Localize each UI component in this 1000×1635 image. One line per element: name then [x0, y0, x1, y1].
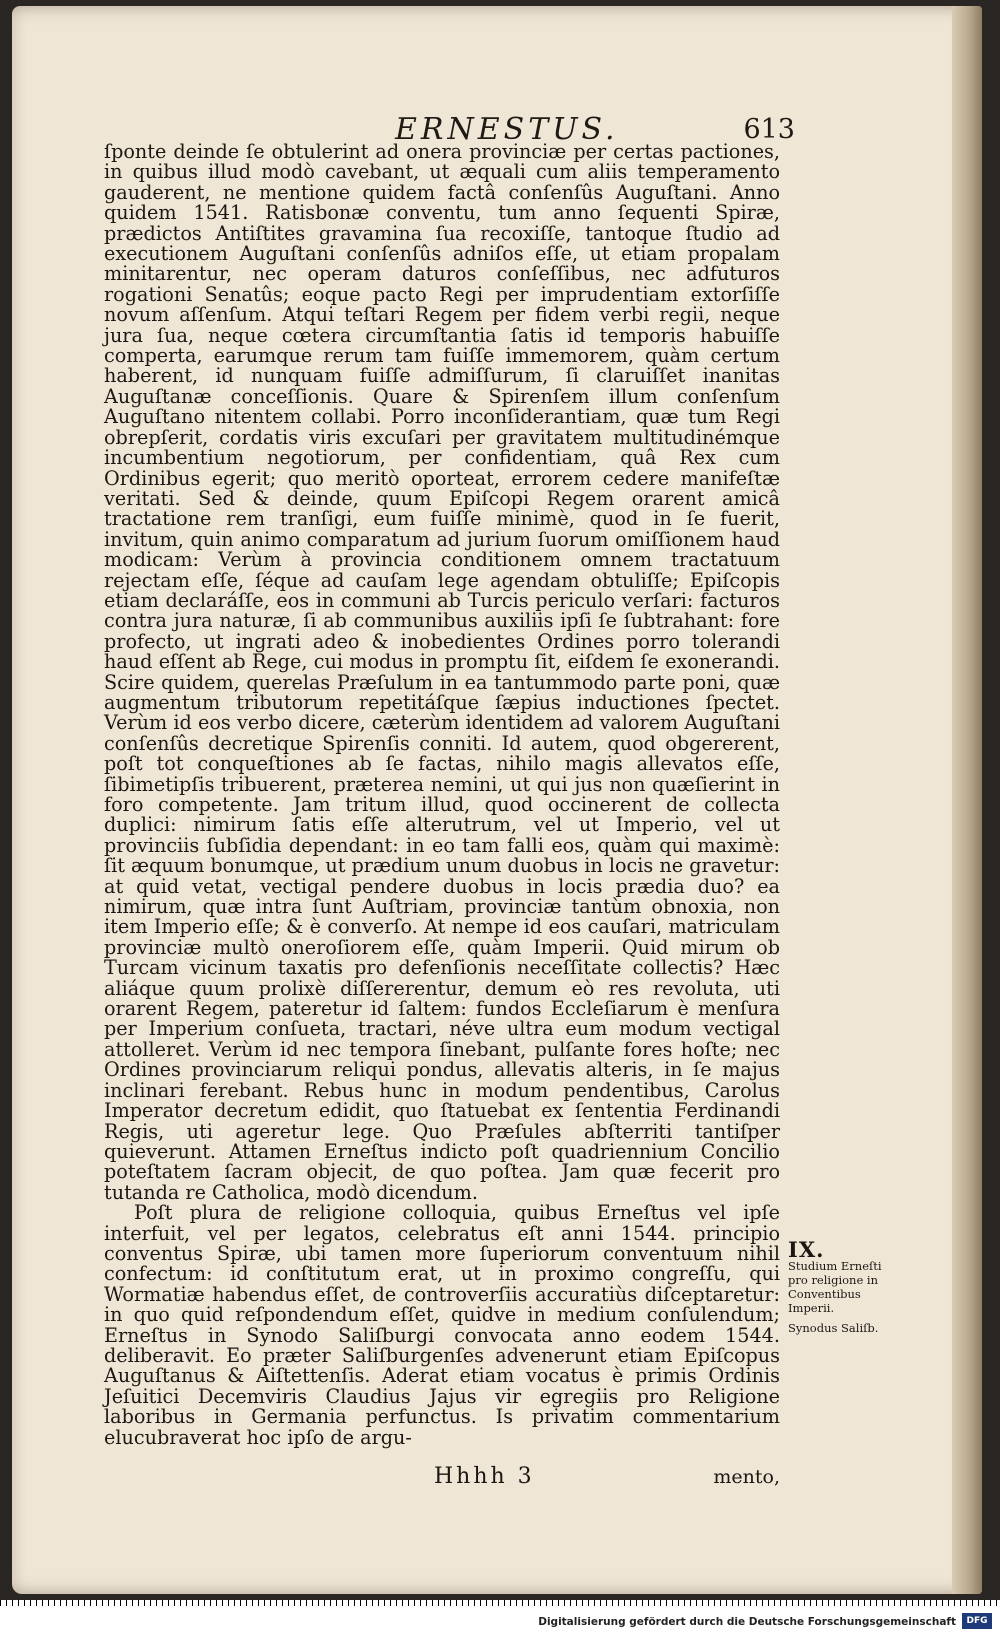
margin-note-studium: Studium Erneſti pro religione in Conventibus Imperii.	[788, 1259, 882, 1315]
section-number: IX.	[788, 1237, 825, 1262]
dfg-logo: DFG	[962, 1613, 992, 1629]
digitization-credit: Digitalisierung gefördert durch die Deutsche Forschungsgemeinschaft	[538, 1616, 956, 1628]
body-text	[104, 142, 780, 1448]
page-edge	[952, 6, 982, 1594]
scan-ruler	[0, 1600, 1000, 1606]
page-number: 613	[743, 114, 795, 145]
running-title: ERNESTUS.	[395, 112, 619, 147]
margin-note-synodus: Synodus Saliſb.	[788, 1321, 879, 1335]
digitization-bar	[0, 1608, 1000, 1635]
page-footer	[104, 1464, 780, 1494]
signature-mark: Hhhh 3	[434, 1464, 535, 1489]
paragraph-1: ſponte deinde ſe obtulerint ad onera provinciæ per certas pactiones, in quibus illud modò cavebant, ut æquali cum aliis temperamento gauderent, ne mentione quidem factâ conſenſûs Auguſtani. Anno quidem 1541. Ratisbonæ conventu, tum anno ſequenti Spiræ, prædictos Antiſtites gravamina ſua recoxiſſe, tantoque ſtudio ad executionem Auguſtani conſenſûs adniſos eſſe, ut etiam propalam minitarentur, nec operam daturos conſeſſibus, nec adfuturos rogationi Senatûs; eoque pacto Regi per imprudentiam extorſiſſe novum aſſenſum. Atqui teſtari Regem per fidem verbi regii, neque jura ſua, neque cœtera circumſtantia ſatis id temporis habuiſſe comperta, earumque rerum tam fuiſſe immemorem, quàm certum haberent, id nunquam fuiſſe admiſſurum, ſi claruiſſet inanitas Auguſtanæ conceſſionis. Quare & Spirenſem illum conſenſum Auguſtano nitentem collabi. Porro inconſiderantiam, quæ tum Regi obrepſerit, cordatis viris excuſari per gravitatem multitudinémque incumbentium negotiorum, per confidentiam, quâ Rex cum Ordinibus egerit; quo meritò oporteat, errorem cedere manifeſtæ veritati. Sed & deinde, quum Epiſcopi Regem orarent amicâ tractatione rem tranſigi, eum fuiſſe minimè, quod in ſe fuerit, invitum, quin animo comparatum ad jurium ſuorum omiſſionem haud modicam: Verùm à provincia conditionem omnem tractatuum rejectam eſſe, ſéque ad cauſam lege agendam obtuliſſe; Epiſcopis etiam declaráſſe, eos in communi ab Turcis periculo verſari: facturos contra jura naturæ, ſi ab communibus auxiliis ipſi ſe ſubtrahant: fore profecto, ut ingrati adeo & inobedientes Ordines porro tolerandi haud eſſent ab Rege, cui modus in promptu ſit, eiſdem ſe exonerandi. Scire quidem, querelas Præſulum in ea tantummodo parte poni, quæ augmentum tributorum repetitáſque ſæpius inductiones ſpectet. Verùm id eos verbo dicere, cæterùm identidem ad valorem Auguſtani conſenſûs decretique Spirenſis conniti. Id autem, quod obgererent, poſt tot conqueſtiones ab ſe factas, nihilo magis allevatos eſſe, ſibimetipſis tribuerent, præterea nemini, ut qui jus non quæſierint in foro competente. Jam tritum illud, quod occinerent de collecta duplici: nimirum ſatis eſſe alterutrum, vel ut Imperio, vel ut provinciis ſubſidia dependant: in eo tam falli eos, quàm qui maximè: ſit æquum bonumque, ut prædium unum duobus in locis ne gravetur: at quid vetat, vectigal pendere duobus in locis prædia duo? ea nimirum, quæ intra ſunt Auſtriam, provinciæ tantùm obnoxia, non item Imperio eſſe; & è converſo. At nempe id eos cauſari, matriculam provinciæ multò oneroſiorem eſſe, quàm Imperii. Quid mirum ob Turcam vicinum taxatis pro defenſionis neceſſitate collectis? Hæc aliáque quum prolixè diſſererentur, demum eò res revoluta, uti orarent Regem, pateretur id ſaltem: fundos Eccleſiarum è menſura per Imperium conſueta, tractari, néve ultra eum modum vectigal attolleret. Verùm id nec tempora ſinebant, pulſante fores hoſte; nec Ordines provinciarum reliqui pondus, allevatis alteris, in ſe majus inclinari ferebant. Rebus hunc in modum pendentibus, Carolus Imperator decretum edidit, quo ſtatuebat ex ſententia Ferdinandi Regis, uti ageretur lege. Quo Præſules abſterriti tantiſper quieverunt. Attamen Erneſtus indicto poſt quadriennium Concilio poteſtatem ſacram objecit, de quo poſtea. Jam quæ fecerit pro tutanda re Catholica, modò dicendum.	[104, 140, 780, 1204]
catchword: mento,	[713, 1466, 780, 1488]
marginalia	[788, 1237, 883, 1335]
paragraph-2: Poſt plura de religione colloquia, quibus Erneſtus vel ipſe interfuit, vel per legatos, celebratus eſt anni 1544. principio conventus Spiræ, ubi tamen more ſuperiorum conventuum nihil confectum: id conſtitutum erat, ut in proximo congreſſu, qui Wormatiæ habendus eſſet, de controverſiis accuratiùs diſceptaretur: in quo quid reſpondendum eſſet, quidve in medium conſulendum; Erneſtus in Synodo Saliſburgi convocata anno eodem 1544. deliberavit. Eo præter Saliſburgenſes advenerunt etiam Epiſcopus Auguſtanus & Aiſtettenſis. Aderat etiam vocatus è primis Ordinis Jeſuitici Decemviris Claudius Jajus vir egregiis pro Religione laboribus in Germania perfunctus. Is privatim commentarium elucubraverat hoc ipſo de argu-	[104, 1201, 780, 1449]
